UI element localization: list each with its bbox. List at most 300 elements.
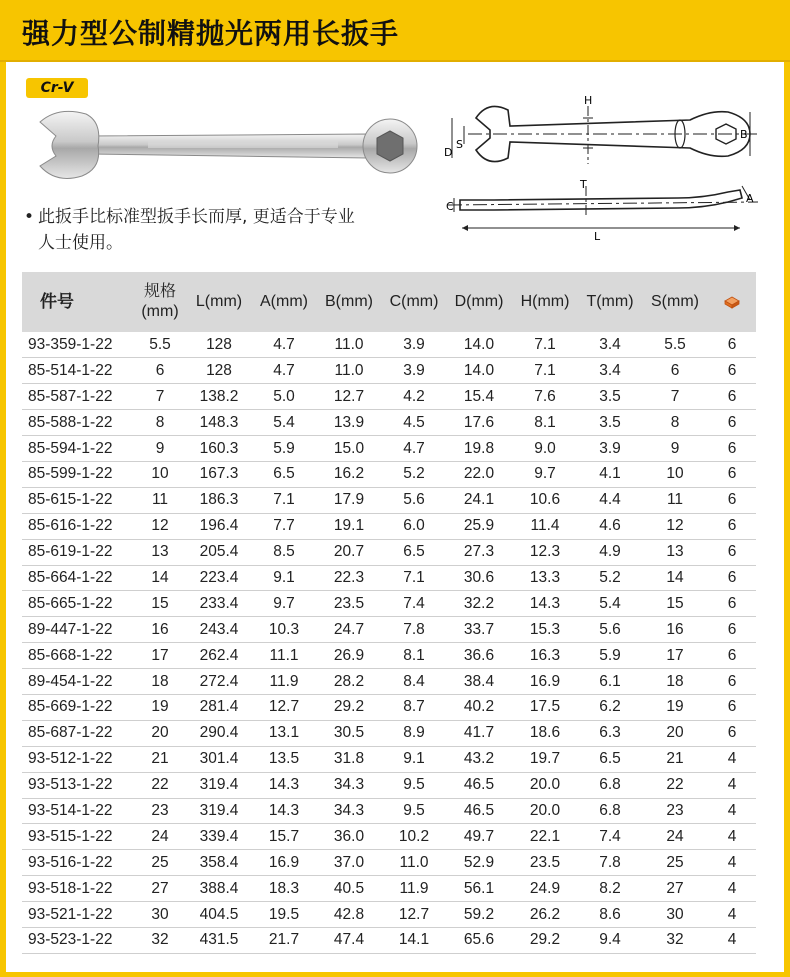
cell-a: 19.5 <box>268 905 300 923</box>
cell-s: 18 <box>666 672 684 690</box>
cell-h: 12.3 <box>529 543 561 561</box>
cell-h: 15.3 <box>529 620 561 638</box>
cell-s: 11 <box>666 491 684 509</box>
cell-s: 6 <box>670 361 680 379</box>
cell-a: 7.7 <box>273 517 295 535</box>
cell-part: 93-512-1-22 <box>28 750 113 768</box>
cell-pack: 6 <box>727 491 737 509</box>
cell-t: 4.9 <box>599 543 621 561</box>
cell-pack: 6 <box>727 698 737 716</box>
cell-a: 14.3 <box>268 776 300 794</box>
cell-d: 46.5 <box>463 801 495 819</box>
cell-t: 5.2 <box>599 568 621 586</box>
cell-b: 23.5 <box>333 594 365 612</box>
cell-part: 85-669-1-22 <box>28 698 113 716</box>
cell-pack: 6 <box>727 724 737 742</box>
cell-c: 8.1 <box>403 646 425 664</box>
cell-part: 93-521-1-22 <box>28 905 113 923</box>
cell-part: 93-523-1-22 <box>28 931 113 949</box>
col-header-spec: 规格 (mm) <box>141 283 179 320</box>
cell-b: 30.5 <box>333 724 365 742</box>
cell-c: 7.4 <box>403 594 425 612</box>
bullet-icon: • <box>24 207 35 227</box>
cell-s: 27 <box>666 879 684 897</box>
cell-b: 42.8 <box>333 905 365 923</box>
cell-s: 15 <box>666 594 684 612</box>
cell-t: 8.2 <box>599 879 621 897</box>
cell-s: 12 <box>666 517 684 535</box>
cell-a: 9.7 <box>273 594 295 612</box>
col-header-b: B(mm) <box>325 293 373 310</box>
cell-a: 13.1 <box>268 724 300 742</box>
cell-b: 20.7 <box>333 543 365 561</box>
cell-t: 3.9 <box>599 439 621 457</box>
cell-t: 3.5 <box>599 413 621 431</box>
cell-pack: 4 <box>727 905 737 923</box>
frame-left <box>0 62 6 977</box>
cell-size: 23 <box>151 801 169 819</box>
cell-l: 223.4 <box>199 568 239 586</box>
cell-c: 4.5 <box>403 413 425 431</box>
cell-part: 93-513-1-22 <box>28 776 113 794</box>
cell-size: 27 <box>151 879 169 897</box>
cell-c: 14.1 <box>398 931 430 949</box>
cell-l: 196.4 <box>199 517 239 535</box>
cell-pack: 6 <box>727 413 737 431</box>
cell-c: 5.2 <box>403 465 425 483</box>
cell-h: 8.1 <box>534 413 556 431</box>
cell-l: 167.3 <box>199 465 239 483</box>
box-icon <box>723 295 741 309</box>
cell-s: 7 <box>670 387 680 405</box>
cell-d: 22.0 <box>463 465 495 483</box>
cell-b: 34.3 <box>333 776 365 794</box>
cell-s: 10 <box>666 465 684 483</box>
cell-c: 3.9 <box>403 361 425 379</box>
cell-d: 27.3 <box>463 543 495 561</box>
table-row <box>22 384 756 410</box>
cell-size: 12 <box>151 517 169 535</box>
cell-part: 89-454-1-22 <box>28 672 113 690</box>
cell-part: 85-587-1-22 <box>28 387 113 405</box>
page-title: 强力型公制精抛光两用长扳手 <box>22 17 400 50</box>
table-row <box>22 669 756 695</box>
cell-t: 3.4 <box>599 361 621 379</box>
cell-pack: 6 <box>727 568 737 586</box>
cell-size: 14 <box>151 568 169 586</box>
cell-l: 128 <box>206 361 232 379</box>
cell-t: 7.4 <box>599 827 621 845</box>
cell-b: 17.9 <box>333 491 365 509</box>
cell-h: 24.9 <box>529 879 561 897</box>
cell-h: 26.2 <box>529 905 561 923</box>
cell-s: 17 <box>666 646 684 664</box>
table-row <box>22 824 756 850</box>
cell-h: 18.6 <box>529 724 561 742</box>
cell-b: 24.7 <box>333 620 365 638</box>
cell-s: 20 <box>666 724 684 742</box>
label-s: S <box>456 138 463 151</box>
cell-d: 15.4 <box>463 387 495 405</box>
table-row <box>22 332 756 358</box>
cell-h: 9.0 <box>534 439 556 457</box>
table-row <box>22 358 756 384</box>
cell-pack: 4 <box>727 750 737 768</box>
cell-size: 30 <box>151 905 169 923</box>
cell-d: 52.9 <box>463 853 495 871</box>
cell-h: 14.3 <box>529 594 561 612</box>
cell-d: 14.0 <box>463 335 495 353</box>
label-a: A <box>746 192 754 205</box>
cell-part: 85-615-1-22 <box>28 491 113 509</box>
cell-s: 13 <box>666 543 684 561</box>
cell-size: 21 <box>151 750 169 768</box>
cell-a: 6.5 <box>273 465 295 483</box>
cell-b: 11.0 <box>334 335 364 353</box>
cell-l: 281.4 <box>199 698 239 716</box>
cell-t: 5.6 <box>599 620 621 638</box>
cell-part: 85-668-1-22 <box>28 646 113 664</box>
cell-d: 40.2 <box>463 698 495 716</box>
cell-l: 128 <box>206 335 232 353</box>
cell-a: 21.7 <box>268 931 300 949</box>
cell-d: 17.6 <box>463 413 495 431</box>
cell-pack: 4 <box>727 879 737 897</box>
table-row <box>22 513 756 539</box>
cell-a: 12.7 <box>268 698 300 716</box>
table-row <box>22 902 756 928</box>
cell-h: 9.7 <box>534 465 556 483</box>
cell-b: 37.0 <box>333 853 365 871</box>
spec-table <box>22 272 756 954</box>
cell-d: 46.5 <box>463 776 495 794</box>
cell-size: 15 <box>151 594 169 612</box>
cell-a: 11.9 <box>269 672 299 690</box>
cell-t: 5.9 <box>599 646 621 664</box>
cell-c: 8.4 <box>403 672 425 690</box>
cell-t: 6.1 <box>599 672 621 690</box>
cell-c: 8.9 <box>403 724 425 742</box>
cell-a: 5.4 <box>273 413 295 431</box>
cell-l: 233.4 <box>199 594 239 612</box>
cell-b: 22.3 <box>333 568 365 586</box>
cell-c: 7.1 <box>403 568 425 586</box>
table-header-row <box>22 272 756 332</box>
cell-part: 85-599-1-22 <box>28 465 113 483</box>
cell-d: 36.6 <box>463 646 495 664</box>
cell-pack: 4 <box>727 827 737 845</box>
cell-b: 11.0 <box>334 361 364 379</box>
cell-size: 16 <box>151 620 169 638</box>
cell-t: 4.1 <box>599 465 621 483</box>
cell-d: 41.7 <box>463 724 495 742</box>
cell-c: 6.0 <box>403 517 425 535</box>
product-note <box>24 204 424 256</box>
cell-b: 40.5 <box>333 879 365 897</box>
cell-b: 13.9 <box>333 413 365 431</box>
cell-h: 29.2 <box>529 931 561 949</box>
cell-d: 65.6 <box>463 931 495 949</box>
cell-t: 9.4 <box>599 931 621 949</box>
cell-h: 20.0 <box>529 776 561 794</box>
cell-a: 15.7 <box>268 827 300 845</box>
cell-pack: 4 <box>727 801 737 819</box>
cell-t: 6.3 <box>599 724 621 742</box>
cell-pack: 6 <box>727 543 737 561</box>
cell-l: 272.4 <box>199 672 239 690</box>
table-row <box>22 487 756 513</box>
cell-a: 9.1 <box>273 568 295 586</box>
cell-part: 85-687-1-22 <box>28 724 113 742</box>
cell-s: 19 <box>666 698 684 716</box>
cell-l: 290.4 <box>199 724 239 742</box>
cell-a: 5.9 <box>273 439 295 457</box>
cell-a: 7.1 <box>273 491 295 509</box>
cell-a: 8.5 <box>273 543 295 561</box>
label-h: H <box>584 94 593 107</box>
cell-h: 23.5 <box>529 853 561 871</box>
cell-s: 8 <box>670 413 680 431</box>
cell-l: 138.2 <box>199 387 239 405</box>
table-row <box>22 591 756 617</box>
cell-s: 25 <box>666 853 684 871</box>
table-row <box>22 617 756 643</box>
cell-l: 262.4 <box>199 646 239 664</box>
cell-pack: 4 <box>727 776 737 794</box>
cell-a: 11.1 <box>269 646 299 664</box>
cell-part: 93-516-1-22 <box>28 853 113 871</box>
cell-b: 12.7 <box>333 387 365 405</box>
cell-h: 11.4 <box>530 517 560 535</box>
cell-l: 160.3 <box>199 439 239 457</box>
label-c: C <box>446 200 454 213</box>
cell-l: 186.3 <box>199 491 239 509</box>
cell-size: 6 <box>155 361 165 379</box>
cell-part: 85-588-1-22 <box>28 413 113 431</box>
table-row <box>22 436 756 462</box>
cell-h: 22.1 <box>529 827 561 845</box>
dimension-diagram-top <box>428 88 768 178</box>
col-header-h: H(mm) <box>520 293 570 310</box>
cell-d: 24.1 <box>463 491 495 509</box>
note-line-1: 此扳手比标准型扳手长而厚, 更适合于专业 <box>38 207 355 227</box>
table-row <box>22 539 756 565</box>
cell-c: 10.2 <box>398 827 430 845</box>
cell-pack: 4 <box>727 931 737 949</box>
cell-l: 388.4 <box>199 879 239 897</box>
cell-c: 9.5 <box>403 801 425 819</box>
col-header-s: S(mm) <box>651 293 699 310</box>
cell-d: 14.0 <box>463 361 495 379</box>
cell-pack: 6 <box>727 387 737 405</box>
col-header-a: A(mm) <box>260 293 308 310</box>
cell-l: 301.4 <box>199 750 239 768</box>
cell-h: 10.6 <box>529 491 561 509</box>
cell-s: 22 <box>666 776 684 794</box>
cell-pack: 6 <box>727 465 737 483</box>
cell-l: 358.4 <box>199 853 239 871</box>
frame-bottom <box>0 972 790 977</box>
cell-part: 93-518-1-22 <box>28 879 113 897</box>
cell-s: 16 <box>666 620 684 638</box>
cell-size: 13 <box>151 543 169 561</box>
cell-pack: 4 <box>727 853 737 871</box>
cell-h: 7.6 <box>534 387 556 405</box>
cell-a: 4.7 <box>273 335 295 353</box>
cell-d: 25.9 <box>463 517 495 535</box>
cell-c: 9.1 <box>403 750 425 768</box>
cell-pack: 6 <box>727 594 737 612</box>
cell-h: 7.1 <box>534 335 556 353</box>
cell-s: 32 <box>666 931 684 949</box>
cell-l: 319.4 <box>199 801 239 819</box>
cell-part: 85-616-1-22 <box>28 517 113 535</box>
cell-part: 93-514-1-22 <box>28 801 113 819</box>
cell-part: 85-664-1-22 <box>28 568 113 586</box>
cell-b: 26.9 <box>333 646 365 664</box>
cell-pack: 6 <box>727 517 737 535</box>
cell-part: 85-514-1-22 <box>28 361 113 379</box>
cell-c: 4.2 <box>403 387 425 405</box>
cell-pack: 6 <box>727 335 737 353</box>
col-header-t: T(mm) <box>586 293 634 310</box>
table-row <box>22 565 756 591</box>
cell-s: 24 <box>666 827 684 845</box>
cell-l: 404.5 <box>199 905 239 923</box>
cell-d: 32.2 <box>463 594 495 612</box>
cell-size: 20 <box>151 724 169 742</box>
cell-d: 38.4 <box>463 672 495 690</box>
cell-c: 9.5 <box>403 776 425 794</box>
table-body <box>22 332 756 953</box>
cell-pack: 6 <box>727 361 737 379</box>
cell-t: 6.5 <box>599 750 621 768</box>
cell-d: 33.7 <box>463 620 495 638</box>
cell-size: 10 <box>151 465 169 483</box>
cell-a: 4.7 <box>273 361 295 379</box>
table-row <box>22 772 756 798</box>
cell-part: 93-359-1-22 <box>28 335 113 353</box>
cell-size: 11 <box>151 491 169 509</box>
cell-part: 93-515-1-22 <box>28 827 113 845</box>
cell-d: 43.2 <box>463 750 495 768</box>
cell-a: 16.9 <box>268 853 300 871</box>
note-line-2: 人士使用。 <box>38 233 123 253</box>
cell-t: 8.6 <box>599 905 621 923</box>
cell-c: 11.0 <box>399 853 429 871</box>
label-t: T <box>580 178 587 191</box>
cell-c: 7.8 <box>403 620 425 638</box>
cell-a: 13.5 <box>268 750 300 768</box>
title-bar <box>0 0 790 62</box>
cell-b: 15.0 <box>333 439 365 457</box>
cell-d: 56.1 <box>463 879 495 897</box>
cell-a: 18.3 <box>268 879 300 897</box>
cell-s: 23 <box>666 801 684 819</box>
cell-t: 3.4 <box>599 335 621 353</box>
col-header-part: 件号 <box>40 292 74 311</box>
cell-h: 19.7 <box>529 750 561 768</box>
cell-t: 6.8 <box>599 801 621 819</box>
col-header-l: L(mm) <box>195 293 243 310</box>
cell-s: 30 <box>666 905 684 923</box>
cell-part: 85-665-1-22 <box>28 594 113 612</box>
cell-size: 32 <box>151 931 169 949</box>
cell-t: 6.2 <box>599 698 621 716</box>
cell-s: 21 <box>666 750 684 768</box>
table-row <box>22 410 756 436</box>
wrench-photo-icon <box>28 100 418 190</box>
cell-pack: 6 <box>727 439 737 457</box>
cell-l: 339.4 <box>199 827 239 845</box>
cell-size: 9 <box>155 439 165 457</box>
table-row <box>22 694 756 720</box>
cell-s: 9 <box>670 439 680 457</box>
cell-h: 13.3 <box>529 568 561 586</box>
col-header-pack <box>708 272 756 332</box>
table-row <box>22 876 756 902</box>
cell-pack: 6 <box>727 646 737 664</box>
cell-b: 29.2 <box>333 698 365 716</box>
table-row <box>22 461 756 487</box>
col-header-c: C(mm) <box>389 293 439 310</box>
col-header-d: D(mm) <box>454 293 504 310</box>
cell-h: 7.1 <box>534 361 556 379</box>
table-row <box>22 643 756 669</box>
table-row <box>22 850 756 876</box>
cell-b: 31.8 <box>333 750 365 768</box>
cell-t: 4.4 <box>599 491 621 509</box>
label-d: D <box>444 146 453 159</box>
cell-t: 4.6 <box>599 517 621 535</box>
cell-pack: 6 <box>727 672 737 690</box>
cell-b: 28.2 <box>333 672 365 690</box>
cell-t: 3.5 <box>599 387 621 405</box>
cell-size: 25 <box>151 853 169 871</box>
cell-t: 7.8 <box>599 853 621 871</box>
cell-part: 89-447-1-22 <box>28 620 113 638</box>
cell-h: 16.3 <box>529 646 561 664</box>
cell-b: 47.4 <box>333 931 365 949</box>
cell-pack: 6 <box>727 620 737 638</box>
cell-c: 12.7 <box>398 905 430 923</box>
cell-c: 5.6 <box>403 491 425 509</box>
cell-l: 205.4 <box>199 543 239 561</box>
cell-d: 19.8 <box>463 439 495 457</box>
dimension-diagram-side <box>428 178 768 248</box>
cell-size: 18 <box>151 672 169 690</box>
label-l: L <box>594 230 601 243</box>
cell-l: 148.3 <box>199 413 239 431</box>
cell-size: 24 <box>151 827 169 845</box>
cell-size: 22 <box>151 776 169 794</box>
cell-size: 17 <box>151 646 169 664</box>
cell-a: 5.0 <box>273 387 295 405</box>
cell-size: 19 <box>151 698 169 716</box>
cell-l: 243.4 <box>199 620 239 638</box>
frame-right <box>784 62 790 977</box>
cell-size: 7 <box>155 387 165 405</box>
cell-d: 49.7 <box>463 827 495 845</box>
table-row <box>22 798 756 824</box>
cell-c: 3.9 <box>403 335 425 353</box>
cell-b: 34.3 <box>333 801 365 819</box>
cell-h: 17.5 <box>529 698 561 716</box>
cell-c: 8.7 <box>403 698 425 716</box>
cell-a: 14.3 <box>268 801 300 819</box>
cell-c: 4.7 <box>403 439 425 457</box>
cell-part: 85-594-1-22 <box>28 439 113 457</box>
